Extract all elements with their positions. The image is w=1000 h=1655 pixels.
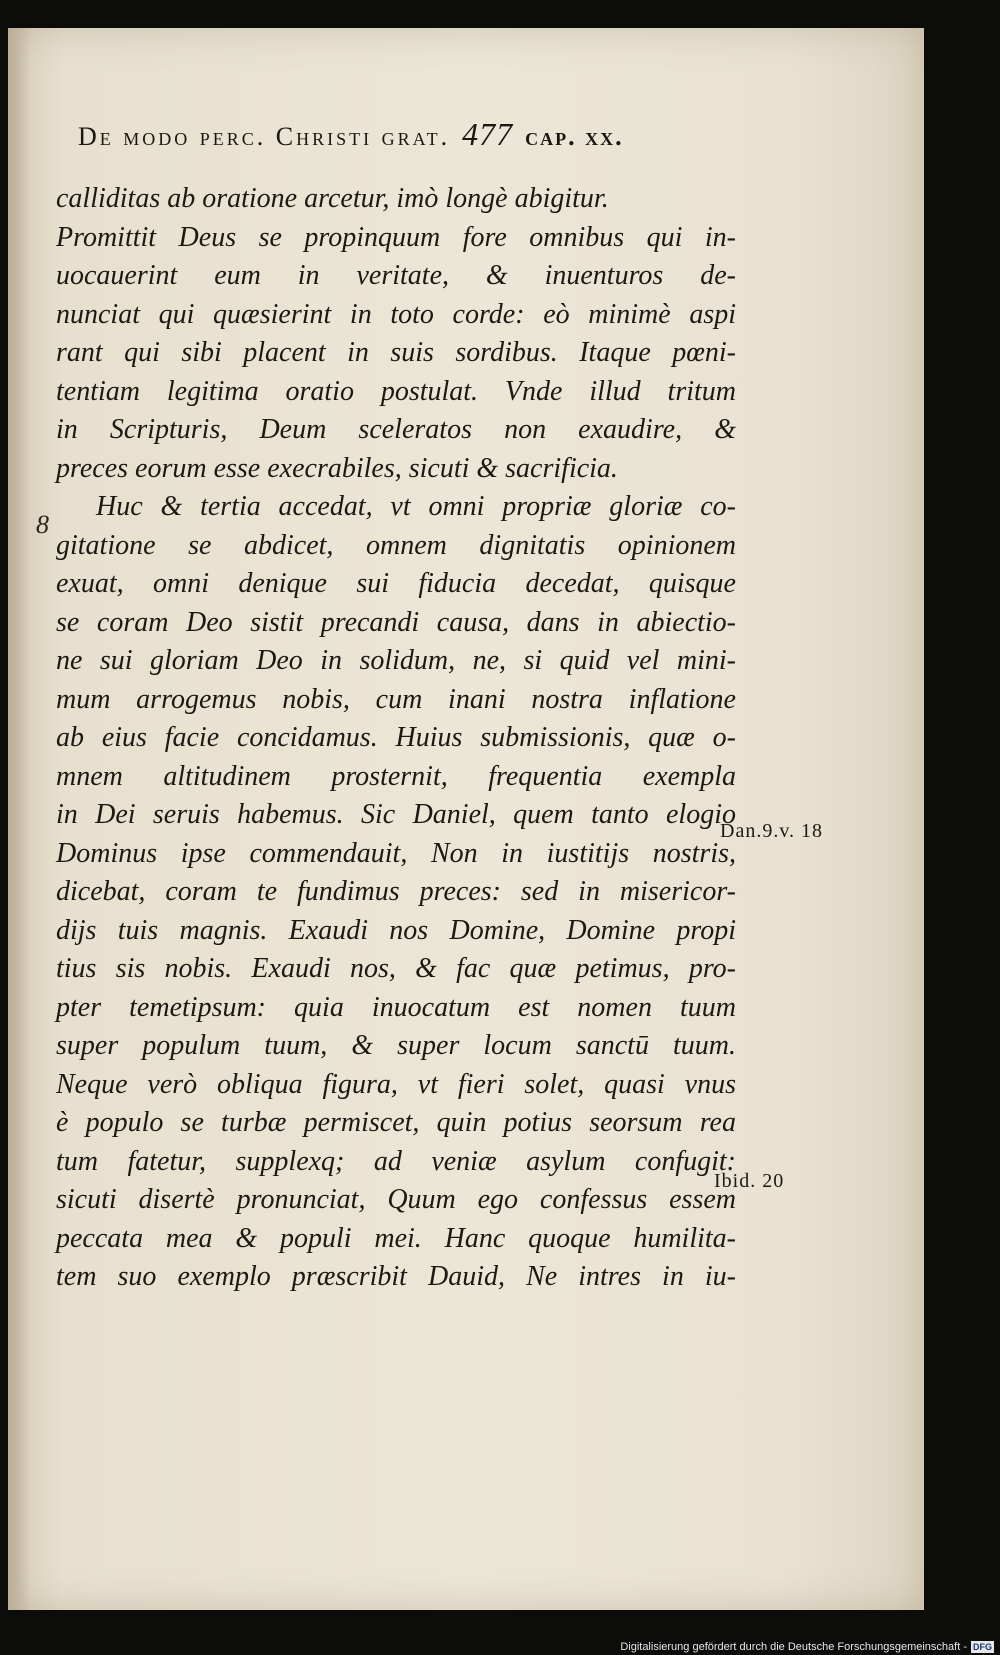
text-line: Neque verò obliqua figura, vt fieri solet, quasi vnus (56, 1068, 736, 1100)
text-line: calliditas ab oratione arcetur, imò longè abigitur. (56, 183, 609, 214)
book-page (8, 28, 924, 1610)
text-line: Dominus ipse commendauit, Non in iustitijs nostris, (56, 837, 736, 869)
text-line: dijs tuis magnis. Exaudi nos Domine, Domine propi (56, 914, 736, 946)
credit-text: Digitalisierung gefördert durch die Deutsche Forschungsgemeinschaft - (620, 1641, 967, 1653)
text-line: nunciat qui quæsierint in toto corde: eò minimè aspi (56, 298, 736, 330)
text-line: dicebat, coram te fundimus preces: sed in misericor- (56, 876, 736, 907)
text-line: tius sis nobis. Exaudi nos, & fac quæ petimus, pro- (56, 953, 736, 984)
text-line: rant qui sibi placent in suis sordibus. Itaque pœni- (56, 337, 736, 368)
text-line: peccata mea & populi mei. Hanc quoque humilita- (56, 1222, 736, 1254)
text-line: ab eius facie concidamus. Huius submissionis, quæ o- (56, 722, 736, 753)
text-line: mum arrogemus nobis, cum inani nostra inflatione (56, 683, 736, 715)
text-line: sicuti disertè pronunciat, Quum ego confessus essem (56, 1184, 736, 1215)
text-line: super populum tuum, & super locum sanctū tuum. (56, 1030, 736, 1061)
text-line: pter temetipsum: quia inuocatum est nomen tuum (56, 991, 736, 1023)
text-line: gitatione se abdicet, omnem dignitatis opinionem (56, 529, 736, 561)
digitization-credit (620, 1641, 994, 1653)
text-line: in Dei seruis habemus. Sic Daniel, quem tanto elogio (56, 799, 736, 830)
page-number: 477 (462, 116, 514, 152)
text-line: Promittit Deus se propinquum fore omnibus qui in- (56, 221, 736, 253)
running-head-title: De modo perc. Christi grat. (78, 122, 451, 151)
margin-note-dan: Dan.9.v. 18 (720, 820, 824, 842)
text-line: Huc & tertia accedat, vt omni propriæ gloriæ co- (96, 491, 736, 522)
dfg-logo: DFG (973, 1642, 992, 1652)
chapter-label: cap. xx. (525, 122, 624, 151)
page-gutter-shadow (8, 28, 30, 1610)
text-line: se coram Deo sistit precandi causa, dans in abiectio- (56, 606, 736, 638)
text-line: mnem altitudinem prosternit, frequentia exempla (56, 760, 736, 792)
paragraph-number: 8 (36, 510, 49, 539)
text-line: in Scripturis, Deum sceleratos non exaudire, & (56, 414, 736, 445)
text-line: preces eorum esse execrabiles, sicuti & sacrificia. (56, 452, 618, 484)
text-line: tem suo exemplo præscribit Dauid, Ne intres in iu- (56, 1261, 736, 1292)
text-line: exuat, omni denique sui fiducia decedat, quisque (56, 568, 736, 599)
text-line: è populo se turbæ permiscet, quin potius seorsum rea (56, 1107, 736, 1138)
running-head (78, 116, 908, 153)
text-line: ne sui gloriam Deo in solidum, ne, si quid vel mini- (56, 645, 736, 676)
text-line: tum fatetur, supplexq; ad veniæ asylum confugit: (56, 1145, 736, 1177)
body-text (56, 180, 736, 1297)
margin-note-ibid: Ibid. 20 (714, 1170, 785, 1192)
text-line: uocauerint eum in veritate, & inuenturos de- (56, 260, 736, 291)
text-line: tentiam legitima oratio postulat. Vnde illud tritum (56, 375, 736, 407)
